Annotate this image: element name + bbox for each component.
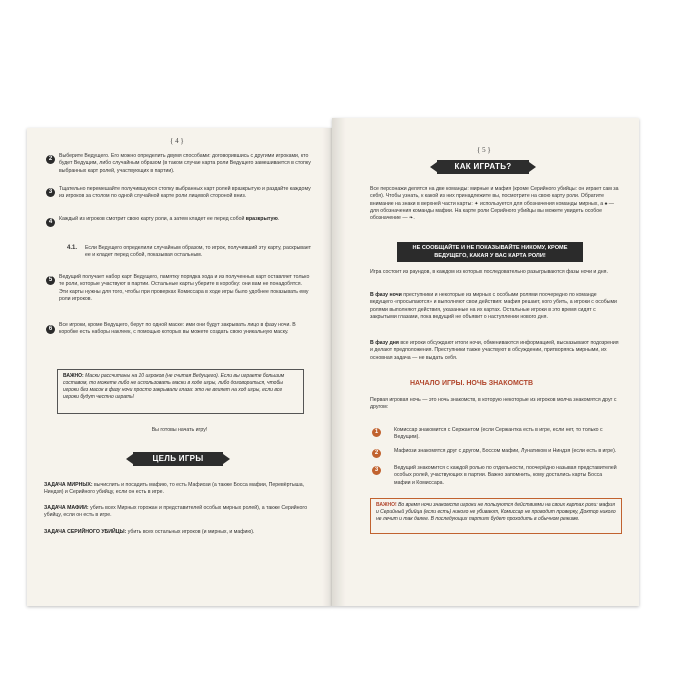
- step-number: 1: [372, 428, 381, 437]
- left-page: [27, 128, 332, 606]
- goal-banner: ЦЕЛЬ ИГРЫ: [133, 452, 223, 466]
- rounds-text: Игра состоит из раундов, в каждом из которых последовательно разыгрываются фазы ночи и дня.: [370, 269, 608, 275]
- day-phase-text: В фазу дня все игроки обсуждают итоги ночи, обмениваются информацией, высказывают подозрения и делают предположения. Преступники также участвуют в обсуждении, притворяясь мирными, их основная задача — не выдать себя.: [370, 340, 619, 361]
- intro-text: Все персонажи делятся на две команды: мирные и мафия (кроме Серийного убийцы: он играет сам за себя). Чтобы узнать, к какой из них принадлежите вы, посмотрите на свою карту роли. Обратите внимание на знаки в верхней части карты: ✦ используется для обозначения команды мирных, а ♠ — для обозначения команды мафии. На карте роли Серийного убийцы вы можете увидеть особое обозначение — ❧.: [370, 186, 619, 222]
- step-number: 6: [46, 325, 55, 334]
- step-text: Мафиози знакомятся друг с другом, Боссом мафии, Лунатиком и Ниндзя (если есть в игре).: [394, 448, 617, 454]
- step-number: 2: [372, 449, 381, 458]
- important-label: ВАЖНО:: [63, 373, 84, 379]
- goal-serial-killer: ЗАДАЧА СЕРИЙНОГО УБИЙЦЫ: убить всех остальных игроков (и мирных, и мафию).: [44, 529, 255, 535]
- important-note: [57, 369, 304, 414]
- step-text: Все игроки, кроме Ведущего, берут по одной маске: ими они будут закрывать лицо в фазу ночи. В коробке есть наборы наклеек, с помощью которых вы можете создать свою уникальную маску.: [59, 322, 296, 336]
- goal-mafia: ЗАДАЧА МАФИИ: убить всех Мирных горожан и представителей особых мирных ролей), а также Серийного убийцу, если он есть в игре.: [44, 505, 308, 519]
- right-page: [332, 118, 639, 606]
- how-to-play-banner: КАК ИГРАТЬ?: [437, 160, 529, 174]
- important-text: Маски рассчитаны на 10 игроков (не считая Ведущего). Если вы играете большим составом, то можете либо не использовать маски в ходе игры, либо договориться, чтобы игроки без масок в фазу ночи просто закрывали глаза: это не влияет на ход игры, если все игроки будут честно играть!: [63, 373, 285, 400]
- important-label: ВАЖНО!: [376, 502, 397, 508]
- substep-text: Если Ведущего определили случайным образом, то игрок, получивший эту карту, раскрывает ее и кладет перед собой, показывая остальным.: [85, 245, 311, 259]
- ready-text: Вы готовы начать игру!: [151, 427, 208, 433]
- step-number: 3: [46, 188, 55, 197]
- page-number: { 4 }: [170, 137, 184, 145]
- step-text: Тщательно перемешайте получившуюся стопку выбранных карт ролей вразкрытую и раздайте каждому из игроков за столом по одной случайной карте роли лицевой стороной вниз.: [59, 186, 311, 200]
- first-night-text: Первая игровая ночь — это ночь знакомств, в которую некоторые из игроков молча знакомятся друг с другом:: [370, 397, 617, 411]
- night-phase-text: В фазу ночи преступники и некоторые из мирных с особыми ролями поочередно по команде ведущего «просыпаются» и выполняют свои действия: мафия решает, кого убить, а игроки с особыми ролями выполняют действия, указанные на их картах. Остальные игроки в это время сидят с закрытыми глазами, пока ведущий не объявит о наступлении нового дня.: [370, 292, 617, 320]
- secret-notice: НЕ СООБЩАЙТЕ И НЕ ПОКАЗЫВАЙТЕ НИКОМУ, КРОМЕ ВЕДУЩЕГО, КАКАЯ У ВАС КАРТА РОЛИ!: [397, 242, 583, 262]
- important-text: Во время ночи знакомств игроки не пользуются действиями на своих картах роли: мафия и Серийный убийца (если есть) никого не убивают, Комиссар не проводит проверку, Доктор никого не лечит и так далее. В последующих партиях будет проходить в обычном режиме.: [376, 502, 616, 522]
- important-note: [370, 498, 622, 534]
- step-number: 4: [46, 218, 55, 227]
- step-text: Выберите Ведущего. Его можно определить двумя способами: договорившись с другими игроками, кто будет Ведущим, либо случайным образом (в таком случае карта роли Ведущего замешивается в стопку выбранных карт ролей, участвующих в партии).: [59, 153, 311, 174]
- open-rulebook: [27, 118, 639, 606]
- goal-mirnye: ЗАДАЧА МИРНЫХ: вычислить и посадить мафию, то есть Мафиози (а также Босса мафии, Перевёртыша, Ниндзя) и Серийного убийцу, если он есть в игре.: [44, 482, 305, 496]
- section-title: НАЧАЛО ИГРЫ. НОЧЬ ЗНАКОМСТВ: [410, 380, 533, 387]
- page-number: { 5 }: [477, 146, 491, 154]
- step-number: 3: [372, 466, 381, 475]
- substep-number: 4.1.: [67, 245, 78, 251]
- step-number: 2: [46, 155, 55, 164]
- step-text: Комиссар знакомится с Сержантом (если Сержантка есть в игре, если нет, то только с Ведущим).: [394, 427, 603, 441]
- step-number: 5: [46, 276, 55, 285]
- step-text: Каждый из игроков смотрит свою карту роли, а затем кладет ее перед собой вразкрытую.: [59, 216, 280, 222]
- step-text: Ведущий получает набор карт Ведущего, памятку порядка хода и из полученных карт оставляет только те роли, которые участвуют в партии. Остальные карты уберите в коробку: они вам не понадобятся. Эти карты нужны для того, чтобы при проверках Комиссара в ходе игры было удобнее показывать ему роли игроков.: [59, 274, 310, 302]
- step-text: Ведущий знакомится с каждой ролью по отдельности, поочерёдно называя представителей особых ролей, участвующих в партии. Важно запомнить, кому достались карты Босса мафии и Комиссара.: [394, 465, 617, 486]
